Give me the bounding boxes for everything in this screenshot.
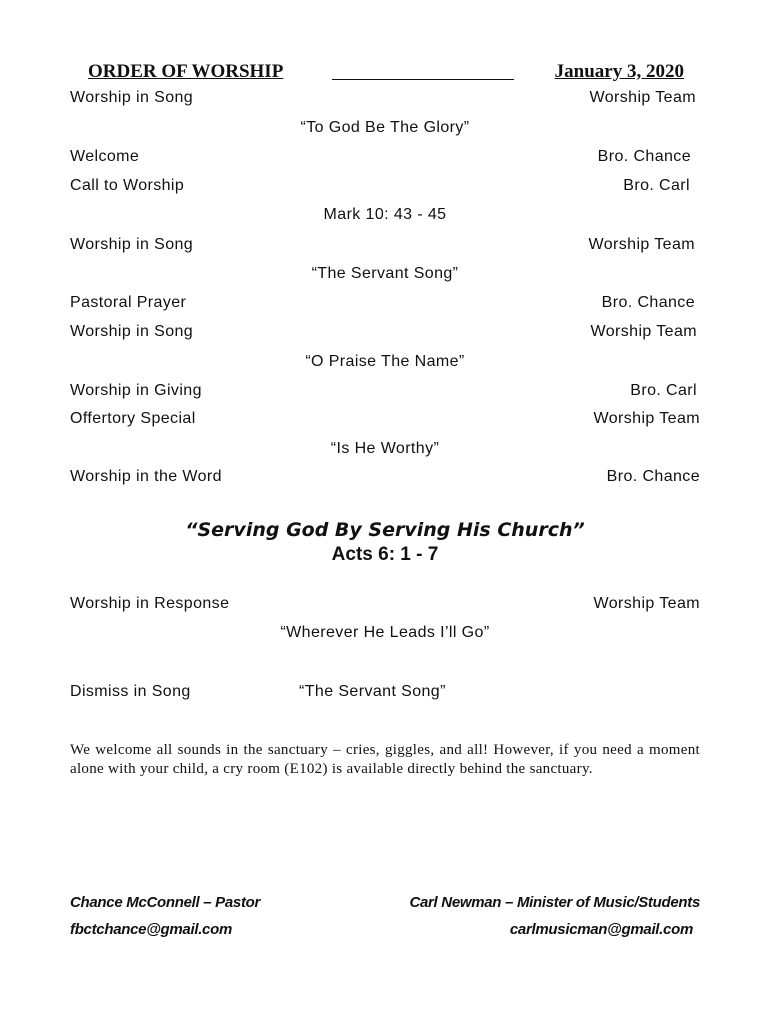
song-title: “O Praise The Name” <box>305 353 465 370</box>
order-item <box>70 292 700 314</box>
song-title: “The Servant Song” <box>311 265 459 282</box>
pastor-email: fbctchance@gmail.com <box>70 921 233 938</box>
dismiss-song-title: “The Servant Song” <box>299 683 446 700</box>
order-item-label: Offertory Special <box>70 410 196 427</box>
order-item-label: Worship in Song <box>70 323 194 340</box>
order-item-leader: Bro. Carl <box>623 177 690 194</box>
order-item <box>70 380 700 402</box>
order-item-leader: Bro. Chance <box>601 294 695 311</box>
music-minister-name: Carl Newman – Minister of Music/Students <box>409 894 700 911</box>
order-item <box>70 175 700 197</box>
order-item <box>70 234 700 256</box>
bulletin-header <box>88 60 684 84</box>
order-item-leader: Bro. Carl <box>630 382 697 399</box>
song-title: “To God Be The Glory” <box>300 119 470 136</box>
response-label: Worship in Response <box>70 595 230 612</box>
order-item-leader: Worship Team <box>588 236 695 253</box>
header-underline <box>332 79 514 80</box>
order-item-label: Worship in Song <box>70 236 194 253</box>
dismiss-item <box>70 681 700 703</box>
order-item <box>70 146 700 168</box>
order-item-leader: Worship Team <box>589 89 696 106</box>
order-item-label: Welcome <box>70 148 140 165</box>
order-item-label: Worship in the Word <box>70 468 222 485</box>
song-title: “Is He Worthy” <box>330 440 440 457</box>
nursery-note: We welcome all sounds in the sanctuary – cries, giggles, and all! However, if you need a moment alone with your child, a cry room (E102) is available directly behind the sanctuary. <box>70 742 700 777</box>
order-item <box>70 321 700 343</box>
order-item-label: Call to Worship <box>70 177 185 194</box>
sermon-title: “Serving God By Serving His Church” <box>185 519 585 541</box>
order-item-leader: Bro. Chance <box>606 468 700 485</box>
page-title: ORDER OF WORSHIP <box>88 61 284 82</box>
order-item-leader: Worship Team <box>590 323 697 340</box>
response-leader: Worship Team <box>593 595 700 612</box>
response-song-title: “Wherever He Leads I’ll Go” <box>280 624 490 641</box>
order-item <box>70 466 700 488</box>
response-item <box>70 593 700 615</box>
sermon-reference: Acts 6: 1 - 7 <box>331 544 439 565</box>
order-item-leader: Worship Team <box>593 410 700 427</box>
scripture-reference: Mark 10: 43 - 45 <box>323 206 447 223</box>
order-item <box>70 87 700 109</box>
order-item-label: Worship in Song <box>70 89 194 106</box>
order-item-label: Worship in Giving <box>70 382 202 399</box>
dismiss-label: Dismiss in Song <box>70 683 191 700</box>
order-item <box>70 408 700 430</box>
order-item-leader: Bro. Chance <box>597 148 691 165</box>
service-date: January 3, 2020 <box>554 61 684 82</box>
pastor-name: Chance McConnell – Pastor <box>70 894 261 911</box>
music-minister-email: carlmusicman@gmail.com <box>509 921 693 938</box>
order-item-label: Pastoral Prayer <box>70 294 187 311</box>
